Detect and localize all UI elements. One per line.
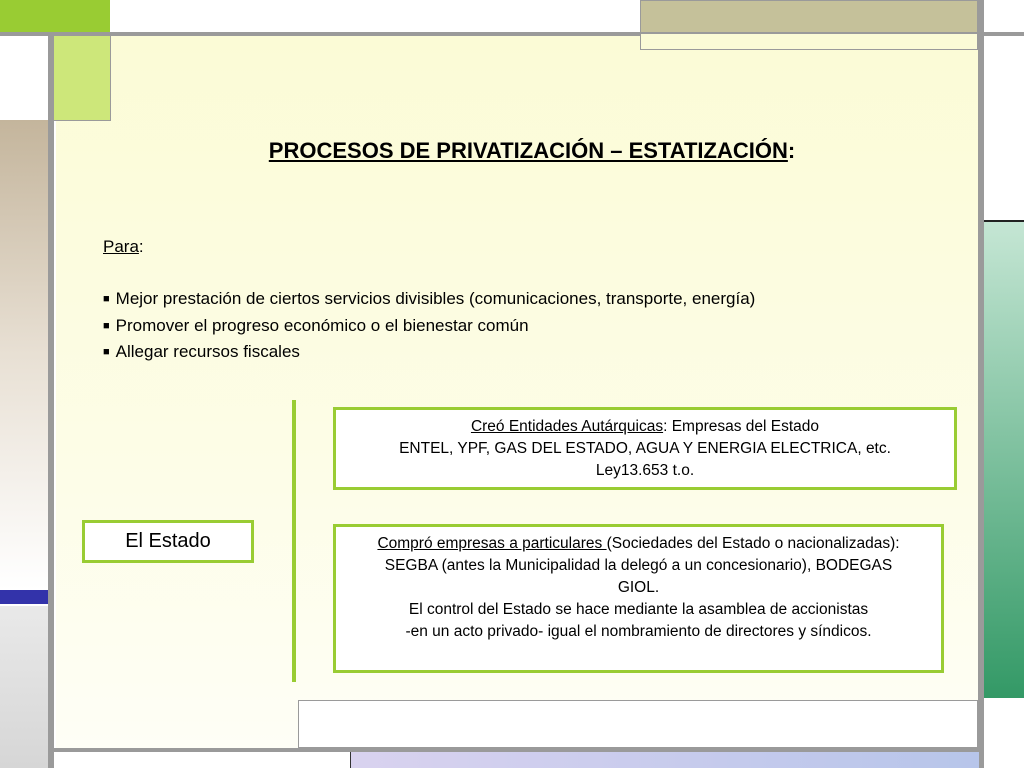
top-green-block (0, 0, 110, 32)
bottom-white-box (298, 700, 978, 748)
left-tan-gradient (0, 120, 48, 590)
top-right-white (984, 0, 1024, 32)
right-green-gradient (984, 222, 1024, 698)
left-blue-strip (0, 590, 48, 604)
khaki-outline (640, 34, 978, 50)
light-green-square (54, 36, 111, 121)
right-white-block (984, 36, 1024, 220)
page-title-text: PROCESOS DE PRIVATIZACIÓN – ESTATIZACIÓN (268, 138, 788, 163)
bottom-purple-strip (350, 752, 979, 768)
bullet-square-icon: ■ (103, 319, 110, 332)
vertical-green-divider (292, 400, 296, 682)
para-suffix: : (138, 237, 144, 256)
list-item (103, 340, 755, 367)
left-gray-block (0, 606, 48, 768)
bullet-list (103, 287, 755, 367)
compro-heading-rest: (Sociedades del Estado o nacionalizadas): (606, 535, 900, 552)
bullet-text: Promover el progreso económico o el bienestar común (115, 315, 529, 335)
compro-line-4: -en un acto privado- igual el nombramiento de directores y síndicos. (405, 623, 872, 640)
left-white-block (0, 36, 48, 116)
page-title-colon: : (787, 138, 796, 163)
para-heading (103, 237, 144, 257)
bullet-square-icon: ■ (103, 346, 110, 358)
page-title (0, 138, 1024, 164)
estado-label: El Estado (125, 530, 211, 552)
entidades-line-1 (336, 416, 954, 438)
list-item (103, 287, 755, 314)
entidades-line-2: ENTEL, YPF, GAS DEL ESTADO, AGUA Y ENERGIA ELECTRICA, etc. (399, 440, 891, 457)
top-khaki-block (640, 0, 978, 34)
compro-heading: Compró empresas a particulares (377, 535, 607, 552)
right-white-bottom (984, 700, 1024, 768)
compro-box (333, 524, 944, 673)
para-label: Para (103, 237, 139, 256)
estado-box (82, 520, 254, 563)
bullet-square-icon: ■ (103, 293, 110, 305)
bullet-text: Mejor prestación de ciertos servicios divisibles (comunicaciones, transporte, energía) (115, 289, 756, 308)
entidades-line-3: Ley13.653 t.o. (595, 462, 695, 479)
top-white-strip (110, 0, 640, 33)
entidades-heading: Creó Entidades Autárquicas (470, 418, 664, 435)
compro-line-2: SEGBA (antes la Municipalidad la delegó a un concesionario), BODEGAS GIOL. (384, 557, 893, 596)
bullet-text: Allegar recursos fiscales (115, 342, 300, 361)
list-item (103, 314, 755, 341)
entidades-heading-rest: : Empresas del Estado (663, 418, 820, 435)
compro-line-1 (376, 533, 901, 555)
entidades-box (333, 407, 957, 490)
compro-line-3: El control del Estado se hace mediante la asamblea de accionistas (408, 601, 869, 618)
